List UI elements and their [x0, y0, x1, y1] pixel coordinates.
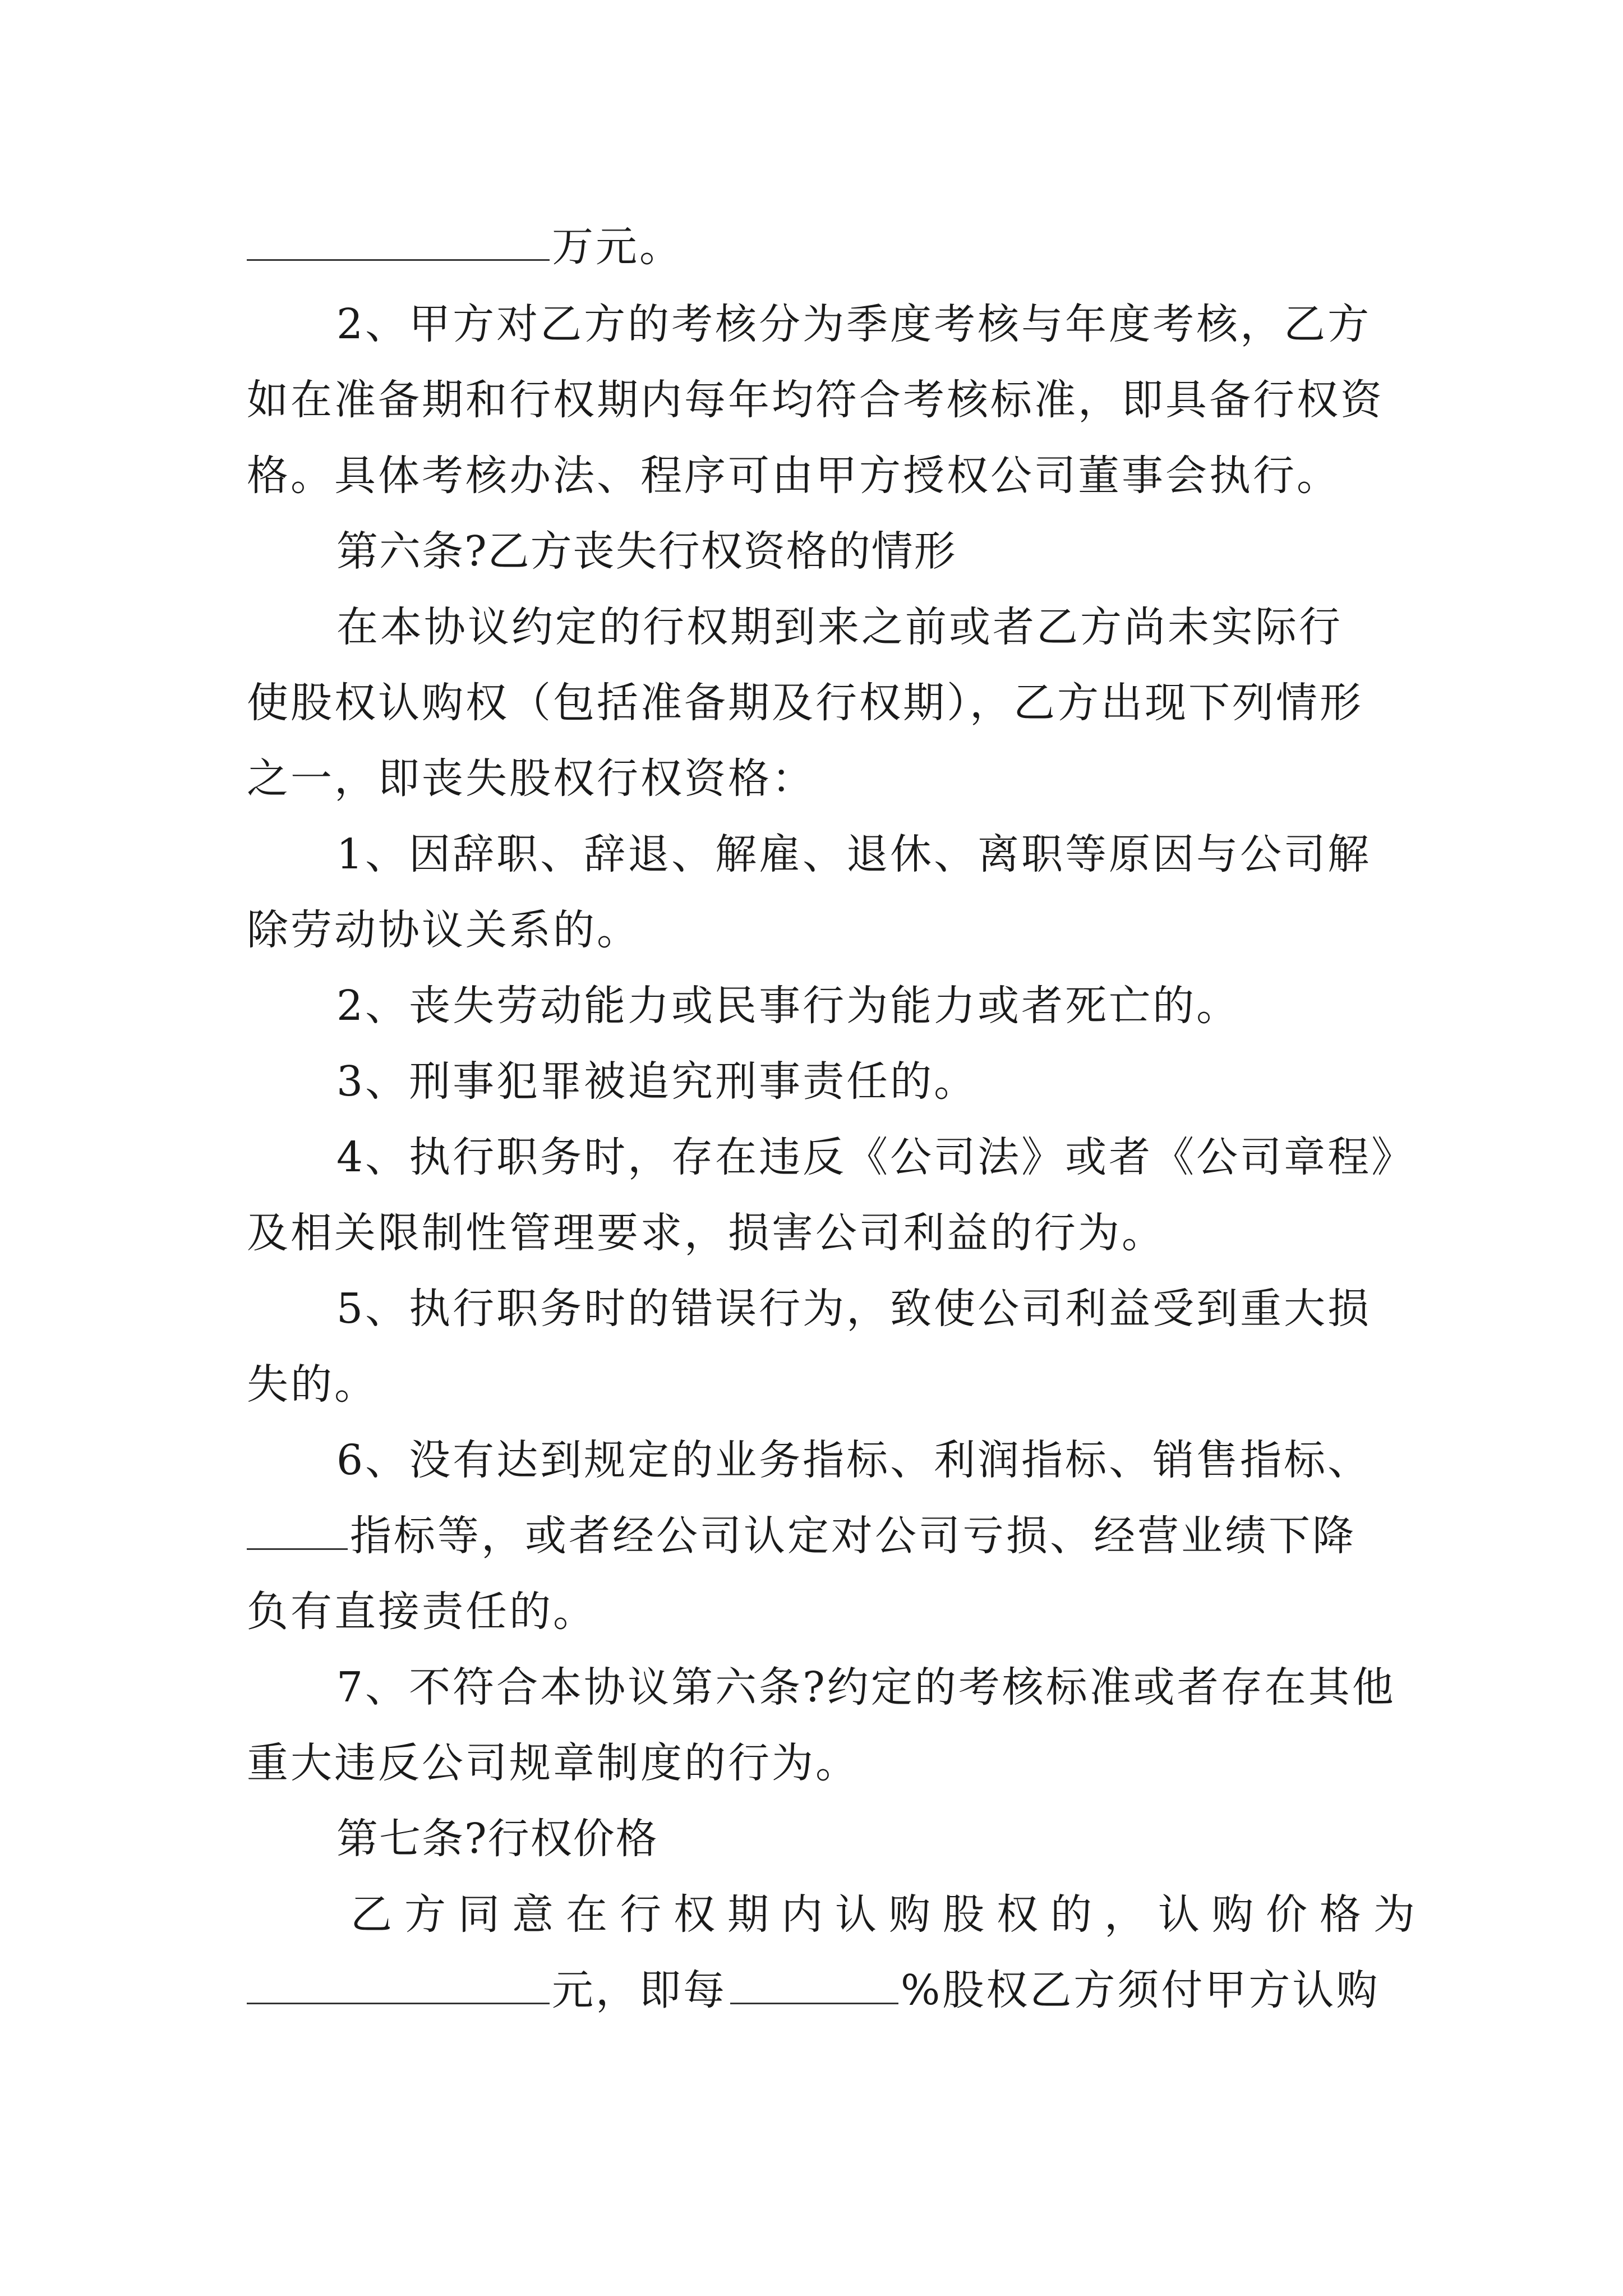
paragraph-line: 负有直接责任的。	[247, 1588, 597, 1636]
fill-in-blank[interactable]	[730, 1963, 898, 2004]
list-item: 7、不符合本协议第六条?约定的考核标准或者存在其他	[336, 1663, 1396, 1711]
section-heading: 第六条?乙方丧失行权资格的情形	[336, 527, 957, 576]
line-text: %股权乙方须付甲方认购	[901, 1966, 1380, 2014]
list-item: 6、没有达到规定的业务指标、利润指标、销售指标、	[336, 1436, 1372, 1484]
text-line	[247, 1509, 1380, 1563]
fill-in-blank[interactable]	[247, 220, 550, 261]
text-line	[247, 220, 1380, 274]
paragraph-line: 除劳动协议关系的。	[247, 906, 640, 954]
list-item: 3、刑事犯罪被追究刑事责任的。	[336, 1057, 978, 1106]
paragraph-line: 之一，即丧失股权行权资格：	[247, 754, 815, 803]
paragraph-line: 及相关限制性管理要求，损害公司利益的行为。	[247, 1209, 1165, 1257]
paragraph-line: 使股权认购权（包括准备期及行权期），乙方出现下列情形	[247, 679, 1363, 727]
list-item: 5、执行职务时的错误行为，致使公司利益受到重大损	[336, 1285, 1372, 1333]
paragraph-line: 格。具体考核办法、程序可由甲方授权公司董事会执行。	[247, 452, 1340, 500]
fill-in-blank[interactable]	[247, 1963, 550, 2004]
fill-in-blank[interactable]	[247, 1509, 348, 1550]
section-heading: 第七条?行权价格	[336, 1815, 658, 1863]
text-line	[247, 1963, 1380, 2017]
line-text: 万元。	[552, 223, 683, 271]
line-text: 指标等，或者经公司认定对公司亏损、经营业绩下降	[350, 1512, 1356, 1560]
paragraph-line: 重大违反公司规章制度的行为。	[247, 1739, 859, 1787]
list-item: 2、丧失劳动能力或民事行为能力或者死亡的。	[336, 982, 1241, 1030]
paragraph-line: 2、甲方对乙方的考核分为季度考核与年度考核，乙方	[336, 300, 1372, 348]
paragraph-line: 在本协议约定的行权期到来之前或者乙方尚未实际行	[336, 603, 1343, 651]
list-item: 1、因辞职、辞退、解雇、退休、离职等原因与公司解	[336, 830, 1372, 878]
paragraph-line: 如在准备期和行权期内每年均符合考核标准，即具备行权资	[247, 376, 1384, 424]
line-text: 元，即每	[552, 1966, 727, 2014]
paragraph-line: 失的。	[247, 1360, 378, 1409]
paragraph-line: 乙方同意在行权期内认购股权的，认购价格为	[351, 1890, 1427, 1939]
list-item: 4、执行职务时，存在违反《公司法》或者《公司章程》	[336, 1133, 1415, 1181]
